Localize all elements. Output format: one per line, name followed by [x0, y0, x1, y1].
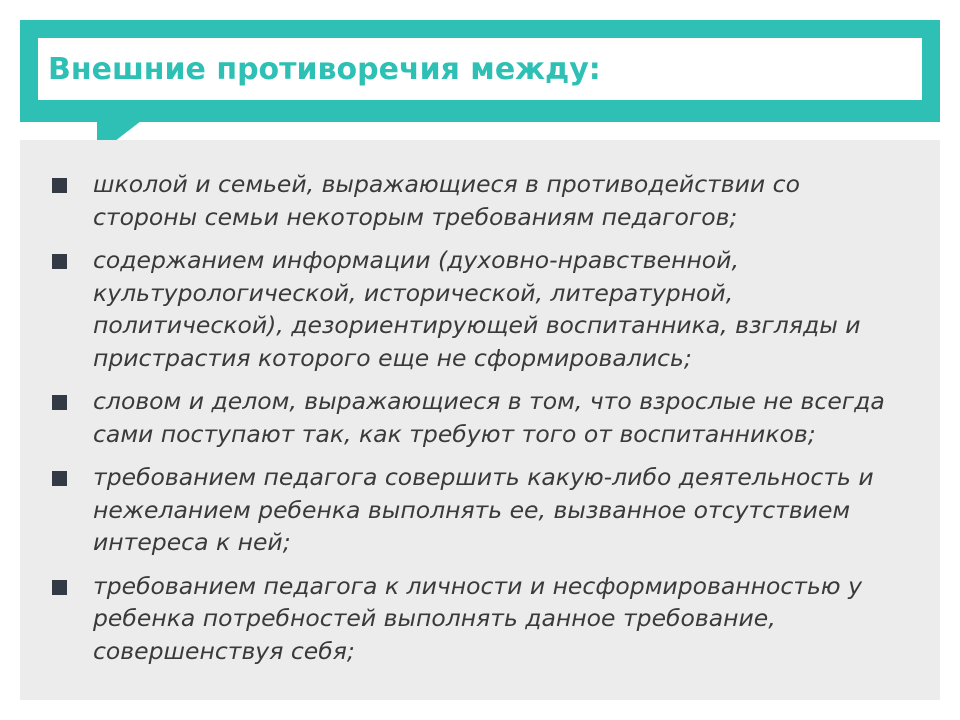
list-item: [20, 168, 940, 233]
square-bullet-icon: [52, 580, 67, 595]
slide-title: Внешние противоречия между:: [48, 51, 601, 87]
list-item-text: словом и делом, выражающиеся в том, что взрослые не всегда сами поступают так, как требуют того от воспитанников;: [93, 387, 885, 448]
list-item-text: содержанием информации (духовно-нравственной, культурологической, исторической, литературной, политической), дезориентирующей воспитанника, взгляды и пристрастия которого еще не сформировались;: [93, 246, 861, 372]
square-bullet-icon: [52, 395, 67, 410]
list-item: [20, 244, 940, 374]
square-bullet-icon: [52, 178, 67, 193]
list-item: [20, 461, 940, 559]
list-item: [20, 385, 940, 450]
list-item-text: требованием педагога к личности и несформированностью у ребенка потребностей выполнять данное требование, совершенствуя себя;: [93, 571, 862, 665]
square-bullet-icon: [52, 254, 67, 269]
list-item-text: требованием педагога совершить какую-либо деятельность и нежеланием ребенка выполнять ее, вызванное отсутствием интереса к ней;: [93, 463, 874, 556]
list-item: [20, 570, 940, 668]
list-item-text: школой и семьей, выражающиеся в противодействии со стороны семьи некоторым требованиям педагогов;: [93, 170, 800, 231]
content-panel: [20, 140, 940, 700]
title-box: [38, 38, 922, 100]
bullet-list: [20, 168, 940, 678]
square-bullet-icon: [52, 471, 67, 486]
title-frame: [20, 20, 940, 122]
